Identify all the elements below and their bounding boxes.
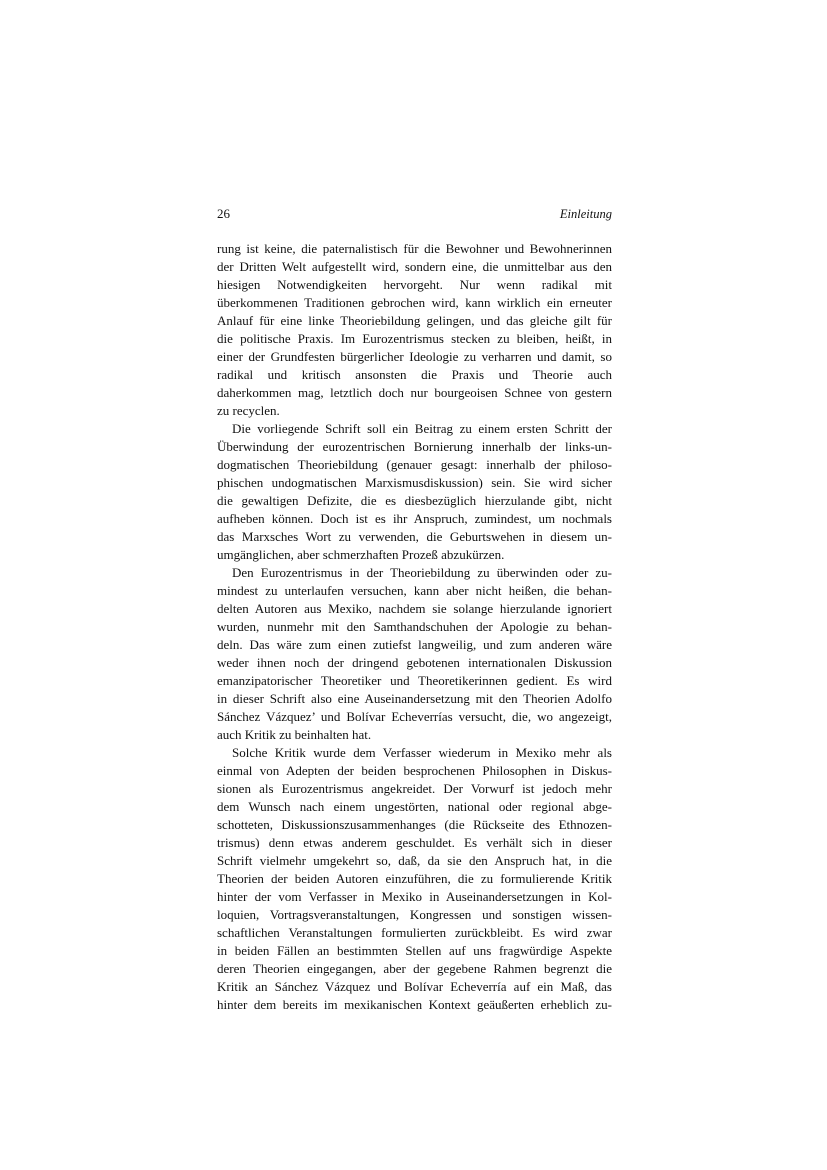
text-line: loquien, Vortragsveranstaltungen, Kongressen und sonstigen wissen- (217, 907, 612, 922)
text-line: Schrift vielmehr umgekehrt so, daß, da sie den Anspruch hat, in die (217, 853, 612, 868)
text-line: wurden, nunmehr mit den Samthandschuhen der Apologie zu behan- (217, 619, 612, 634)
paragraph (217, 420, 612, 564)
text-line: deren Theorien eingegangen, aber der gegebene Rahmen begrenzt die (217, 961, 612, 976)
text-line: emanzipatorischer Theoretiker und Theoretikerinnen gedient. Es wird (217, 673, 612, 688)
text-line: die politische Praxis. Im Eurozentrismus stecken zu bleiben, heißt, in (217, 331, 612, 346)
page-header (217, 206, 612, 222)
text-line: der Dritten Welt aufgestellt wird, sondern eine, die unmittelbar aus den (217, 259, 612, 274)
text-line: Theorien der beiden Autoren einzuführen, die zu formulierende Kritik (217, 871, 612, 886)
text-line: Die vorliegende Schrift soll ein Beitrag zu einem ersten Schritt der (232, 421, 612, 436)
text-line: Den Eurozentrismus in der Theoriebildung zu überwinden oder zu- (232, 565, 612, 580)
text-line: trismus) denn etwas anderem geschuldet. Es verhält sich in dieser (217, 835, 612, 850)
paragraph (217, 240, 612, 420)
text-line: schotteten, Diskussionszusammenhanges (die Rückseite des Ethnozen- (217, 817, 612, 832)
text-line: rung ist keine, die paternalistisch für die Bewohner und Bewohnerinnen (217, 241, 612, 256)
text-line: mindest zu unterlaufen versuchen, kann aber nicht heißen, die behan- (217, 583, 612, 598)
text-line: hiesigen Notwendigkeiten hervorgeht. Nur wenn radikal mit (217, 277, 612, 292)
text-line: Überwindung der eurozentrischen Bornierung innerhalb der links-un- (217, 439, 612, 454)
text-line: das Marxsches Wort zu verwenden, die Geburtswehen in diesem un- (217, 529, 612, 544)
text-line: Solche Kritik wurde dem Verfasser wiederum in Mexiko mehr als (232, 745, 612, 760)
text-line: Kritik an Sánchez Vázquez und Bolívar Echeverría auf ein Maß, das (217, 979, 612, 994)
text-line: hinter der vom Verfasser in Mexiko in Auseinandersetzungen in Kol- (217, 889, 612, 904)
text-line: dem Wunsch nach einem ungestörten, national oder regional abge- (217, 799, 612, 814)
text-line: einer der Grundfesten bürgerlicher Ideologie zu verharren und damit, so (217, 349, 612, 364)
paragraph (217, 564, 612, 744)
text-line: schaftlichen Veranstaltungen formulierten zurückbleibt. Es wird zwar (217, 925, 612, 940)
text-line: in dieser Schrift also eine Auseinandersetzung mit den Theorien Adolfo (217, 691, 612, 706)
text-line: Sánchez Vázquez’ und Bolívar Echeverrías versucht, die, wo angezeigt, (217, 709, 612, 724)
text-line: hinter dem bereits im mexikanischen Kontext geäußerten erheblich zu- (217, 997, 612, 1012)
text-line: radikal und kritisch ansonsten die Praxis und Theorie auch (217, 367, 612, 382)
text-line: dogmatischen Theoriebildung (genauer gesagt: innerhalb der philoso- (217, 457, 612, 472)
text-line: einmal von Adepten der beiden besprochenen Philosophen in Diskus- (217, 763, 612, 778)
text-line: delten Autoren aus Mexiko, nachdem sie solange hierzulande ignoriert (217, 601, 612, 616)
text-line: überkommenen Traditionen gebrochen wird, kann wirklich ein erneuter (217, 295, 612, 310)
text-line: weder ihnen noch der dringend gebotenen internationalen Diskussion (217, 655, 612, 670)
paragraph (217, 744, 612, 1014)
text-line: daherkommen mag, letztlich doch nur bourgeoisen Schnee von gestern (217, 385, 612, 400)
text-line: phischen undogmatischen Marxismusdiskussion) sein. Sie wird sicher (217, 475, 612, 490)
text-line: sionen als Eurozentrismus angekreidet. Der Vorwurf ist jedoch mehr (217, 781, 612, 796)
text-line: in beiden Fällen an bestimmten Stellen auf uns fragwürdige Aspekte (217, 943, 612, 958)
text-line: umgänglichen, aber schmerzhaften Prozeß abzukürzen. (217, 547, 505, 562)
text-line: zu recyclen. (217, 403, 280, 418)
text-line: auch Kritik zu beinhalten hat. (217, 727, 372, 742)
text-line: deln. Das wäre zum einen zutiefst langweilig, und zum anderen wäre (217, 637, 612, 652)
text-line: Anlauf für eine linke Theoriebildung gelingen, und das gleiche gilt für (217, 313, 612, 328)
text-line: aufheben können. Doch ist es ihr Anspruch, zumindest, um nochmals (217, 511, 612, 526)
running-head: Einleitung (559, 207, 612, 221)
body-text (217, 240, 612, 1014)
text-line: die gewaltigen Defizite, die es diesbezüglich hierzulande gibt, nicht (217, 493, 612, 508)
page-number: 26 (217, 206, 230, 221)
